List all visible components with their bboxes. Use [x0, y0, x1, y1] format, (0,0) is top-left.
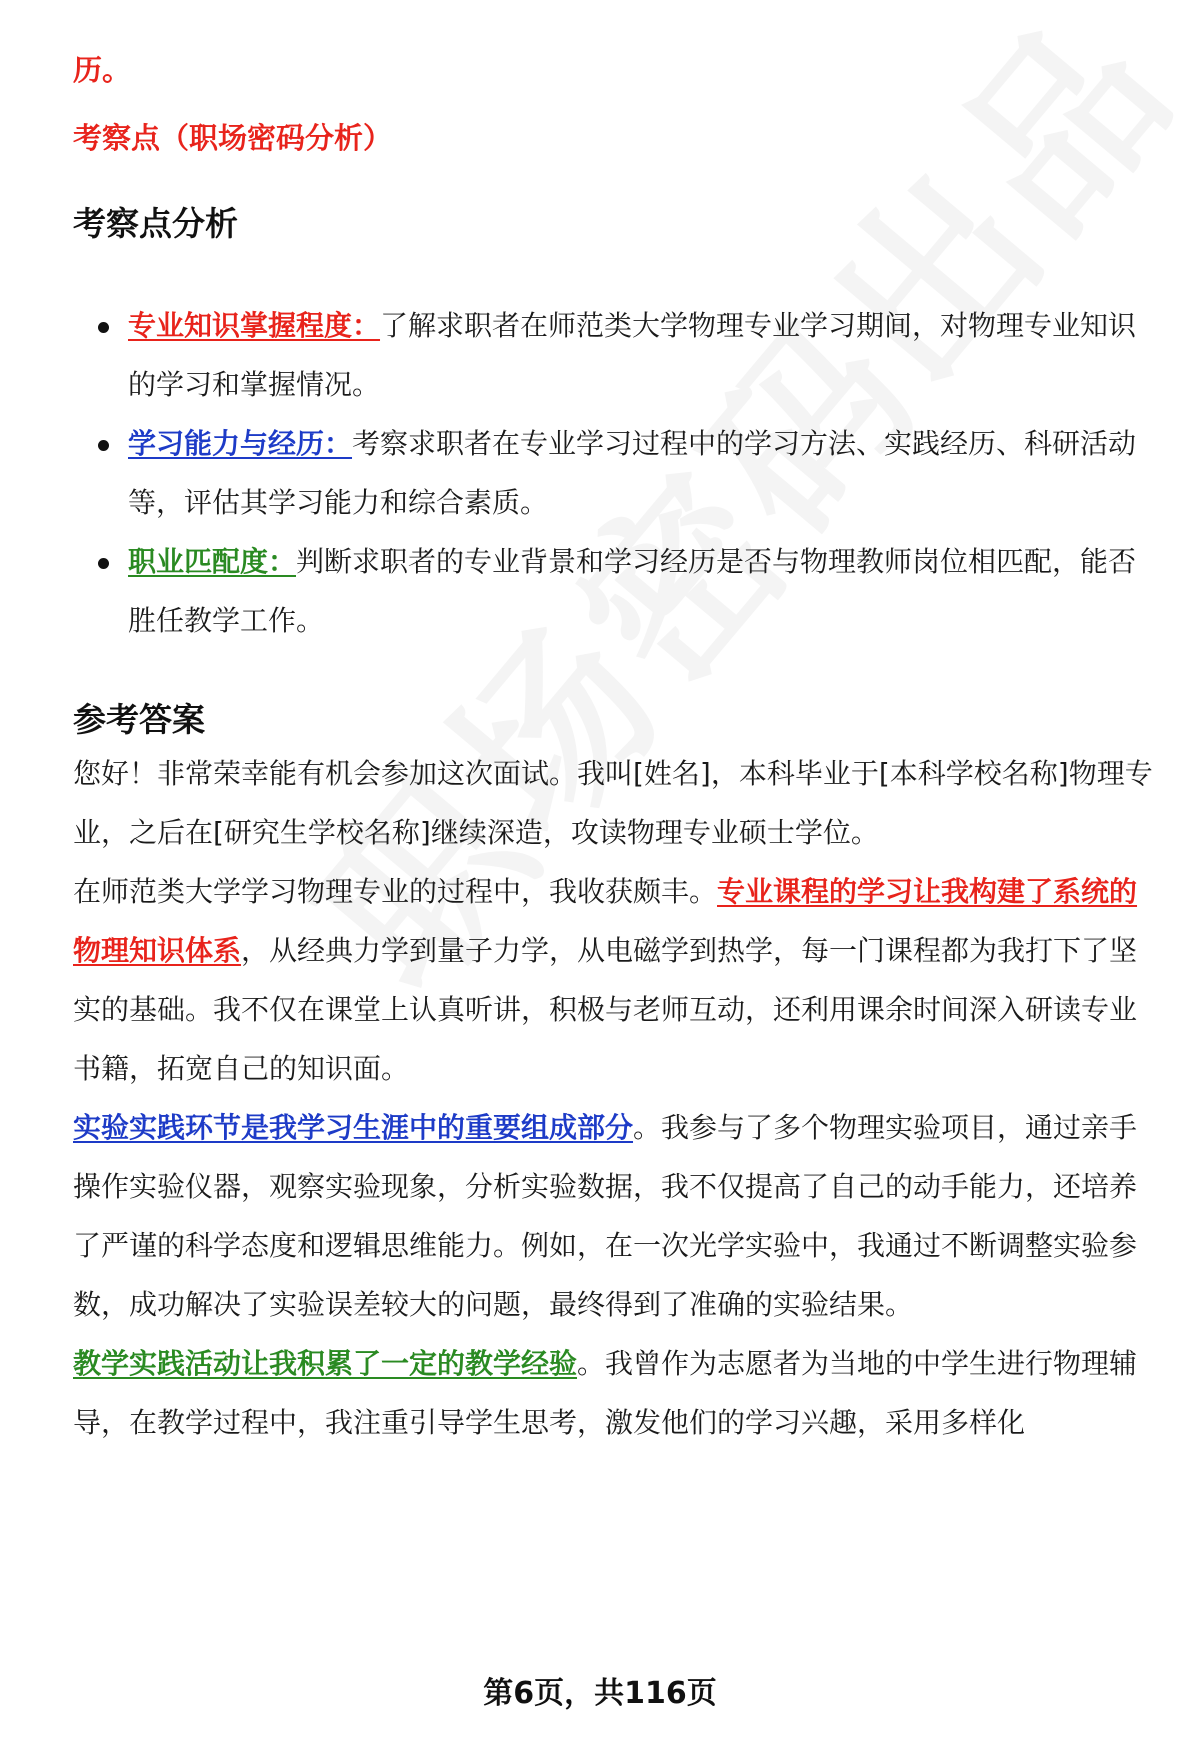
page-content — [73, 48, 1155, 1452]
bullet-icon — [98, 558, 109, 569]
bullet-icon — [98, 440, 109, 451]
answer-paragraph-1: 您好！非常荣幸能有机会参加这次面试。我叫[姓名]，本科毕业于[本科学校名称]物理专业，之后在[研究生学校名称]继续深造，攻读物理专业硕士学位。 — [73, 757, 1153, 849]
item-text: 判断求职者的专业背景和学习经历是否与物理教师岗位相匹配，能否胜任教学工作。 — [128, 545, 1137, 637]
page-number: 第6页，共116页 — [483, 1676, 717, 1711]
bullet-icon — [98, 322, 109, 333]
paragraph-lead: 在师范类大学学习物理专业的过程中，我收获颇丰。 — [73, 875, 718, 908]
item-text: 了解求职者在师范类大学物理专业学习期间，对物理专业知识的学习和掌握情况。 — [128, 309, 1137, 401]
list-item — [73, 532, 1155, 650]
point-title: 考察点（职场密码分析） — [73, 121, 393, 155]
answer-paragraph-2 — [73, 862, 1155, 1098]
highlight-text: 实验实践环节是我学习生涯中的重要组成部分 — [73, 1111, 634, 1144]
item-label: 学习能力与经历： — [128, 427, 353, 460]
item-label: 专业知识掌握程度： — [128, 309, 381, 342]
item-text: 考察求职者在专业学习过程中的学习方法、实践经历、科研活动等，评估其学习能力和综合素质。 — [128, 427, 1137, 519]
answer-paragraph-4 — [73, 1334, 1155, 1452]
analysis-list — [73, 296, 1155, 650]
paragraph-rest: 。我曾作为志愿者为当地的中学生进行物理辅导，在教学过程中，我注重引导学生思考，激发他们的学习兴趣，采用多样化 — [73, 1347, 1138, 1439]
list-item — [73, 296, 1155, 414]
previous-text-tail: 历。 — [73, 53, 132, 87]
item-label: 职业匹配度： — [128, 545, 297, 578]
highlight-text: 专业课程的学习让我构建了系统的物理知识体系 — [73, 875, 1138, 967]
paragraph-rest: ，从经典力学到量子力学，从电磁学到热学，每一门课程都为我打下了坚实的基础。我不仅在课堂上认真听讲，积极与老师互动，还利用课余时间深入研读专业书籍，拓宽自己的知识面。 — [73, 934, 1138, 1085]
answer-paragraph-3 — [73, 1098, 1155, 1334]
highlight-text: 教学实践活动让我积累了一定的教学经验 — [73, 1347, 578, 1380]
analysis-heading: 考察点分析 — [73, 204, 238, 243]
answer-heading: 参考答案 — [73, 700, 205, 739]
list-item — [73, 414, 1155, 532]
paragraph-rest: 。我参与了多个物理实验项目，通过亲手操作实验仪器，观察实验现象，分析实验数据，我不仅提高了自己的动手能力，还培养了严谨的科学态度和逻辑思维能力。例如，在一次光学实验中，我通过不断调整实验参数，成功解决了实验误差较大的问题，最终得到了准确的实验结果。 — [73, 1111, 1138, 1321]
